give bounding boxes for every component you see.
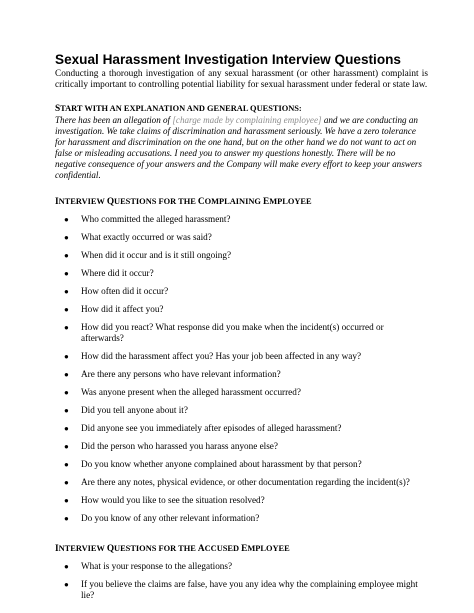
heading-word-rest: NTERVIEW: [58, 197, 107, 206]
question-text: Where did it occur?: [81, 268, 154, 278]
question-item: [55, 322, 428, 344]
charge-placeholder: [charge made by complaining employee]: [172, 115, 322, 125]
heading-word-rest: MPLOYEE: [269, 197, 312, 206]
heading-word-rest: CCUSED: [204, 544, 242, 553]
question-item: [55, 423, 428, 434]
question-text: How often did it occur?: [81, 286, 169, 296]
question-text: When did it occur and is it still ongoing?: [81, 250, 232, 260]
question-item: [55, 250, 428, 261]
accused-employee-questions: [55, 561, 428, 601]
question-text: What exactly occurred or was said?: [81, 232, 212, 242]
question-item: [55, 513, 428, 524]
complaining-employee-heading: [55, 196, 428, 208]
heading-word-rest: UESTIONS FOR THE: [114, 544, 198, 553]
bullet-icon: ●: [64, 269, 69, 278]
question-text: Do you know whether anyone complained about harassment by that person?: [81, 459, 362, 469]
bullet-icon: ●: [64, 442, 69, 451]
heading-word-rest: UESTIONS FOR THE: [114, 197, 198, 206]
heading-initial: A: [197, 544, 205, 554]
bullet-icon: ●: [64, 352, 69, 361]
question-text: Are there any persons who have relevant information?: [81, 369, 281, 379]
question-item: [55, 477, 428, 488]
question-text: What is your response to the allegations?: [81, 561, 233, 571]
bullet-icon: ●: [64, 388, 69, 397]
bullet-icon: ●: [64, 370, 69, 379]
heading-word-rest: OMPLAINING: [204, 197, 264, 206]
question-item: [55, 232, 428, 243]
heading-initial: C: [197, 197, 205, 207]
question-item: [55, 579, 428, 601]
bullet-icon: ●: [64, 406, 69, 415]
explanation-text-before: There has been an allegation of: [55, 115, 173, 125]
question-text: Do you know of any other relevant information?: [81, 513, 260, 523]
question-item: [55, 214, 428, 225]
question-text: Are there any notes, physical evidence, or other documentation regarding the incident(s)?: [81, 477, 410, 487]
heading-initial: E: [263, 197, 270, 207]
explanation-heading-rest: TART WITH AN EXPLANATION AND GENERAL QUESTIONS:: [60, 104, 302, 113]
intro-paragraph: Conducting a thorough investigation of any sexual harassment (or other harassment) complaint is critically important to controlling potential liability for sexual harassment under federal or state law.: [55, 69, 428, 90]
explanation-heading-initial: S: [55, 104, 61, 114]
explanation-heading: [55, 103, 428, 115]
heading-initial: E: [241, 544, 248, 554]
question-item: [55, 459, 428, 470]
heading-word-rest: NTERVIEW: [58, 544, 107, 553]
question-text: How did it affect you?: [81, 304, 164, 314]
question-item: [55, 561, 428, 572]
question-item: [55, 387, 428, 398]
explanation-paragraph: [55, 115, 428, 181]
bullet-icon: ●: [64, 562, 69, 571]
explanation-text-after: and we are conducting an investigation. We take claims of discrimination and harassment seriously. We have a zero tolerance for harassment and discrimination on the one hand, but on the other hand we do not want to act on false or misleading accusations. I need you to answer my questions honestly. There will be no negative consequence of your answers and the Company will make every effort to keep your answers confidential.: [55, 115, 422, 180]
question-text: If you believe the claims are false, have you any idea why the complaining employee might lie?: [81, 579, 418, 600]
question-text: Did anyone see you immediately after episodes of alleged harassment?: [81, 423, 342, 433]
bullet-icon: ●: [64, 305, 69, 314]
question-text: How would you like to see the situation resolved?: [81, 495, 265, 505]
document-title: Sexual Harassment Investigation Interview Questions: [55, 52, 401, 67]
question-item: [55, 369, 428, 380]
question-text: How did the harassment affect you? Has your job been affected in any way?: [81, 351, 362, 361]
question-item: [55, 304, 428, 315]
question-text: Did the person who harassed you harass anyone else?: [81, 441, 278, 451]
bullet-icon: ●: [64, 287, 69, 296]
heading-initial: Q: [106, 544, 115, 554]
bullet-icon: ●: [64, 478, 69, 487]
bullet-icon: ●: [64, 215, 69, 224]
bullet-icon: ●: [64, 580, 69, 589]
bullet-icon: ●: [64, 424, 69, 433]
question-item: [55, 495, 428, 506]
heading-word-rest: MPLOYEE: [247, 544, 290, 553]
heading-initial: Q: [106, 197, 115, 207]
accused-employee-heading: [55, 543, 428, 555]
question-item: [55, 351, 428, 362]
bullet-icon: ●: [64, 460, 69, 469]
bullet-icon: ●: [64, 233, 69, 242]
question-text: Did you tell anyone about it?: [81, 405, 188, 415]
heading-initial: I: [55, 197, 59, 207]
question-item: [55, 268, 428, 279]
bullet-icon: ●: [64, 496, 69, 505]
question-item: [55, 441, 428, 452]
question-text: Who committed the alleged harassment?: [81, 214, 231, 224]
question-text: How did you react? What response did you make when the incident(s) occurred or afterwards?: [81, 322, 384, 343]
question-text: Was anyone present when the alleged harassment occurred?: [81, 387, 301, 397]
bullet-icon: ●: [64, 251, 69, 260]
bullet-icon: ●: [64, 514, 69, 523]
question-item: [55, 405, 428, 416]
heading-initial: I: [55, 544, 59, 554]
bullet-icon: ●: [64, 323, 69, 332]
question-item: [55, 286, 428, 297]
complaining-employee-questions: [55, 214, 428, 524]
